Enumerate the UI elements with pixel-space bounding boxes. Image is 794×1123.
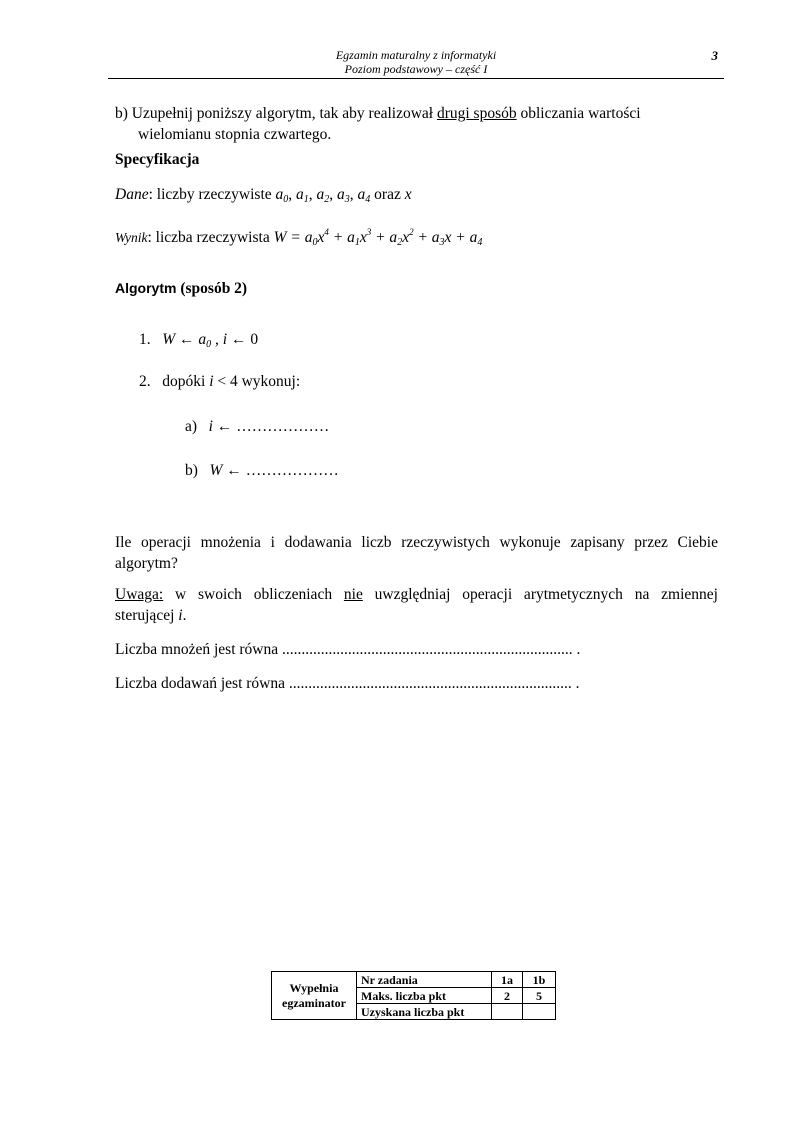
wynik-label: Wynik	[115, 230, 148, 245]
task-b-prefix: b) Uzupełnij poniższy algorytm, tak aby realizował	[115, 105, 437, 122]
substep-b-var: W	[209, 462, 223, 479]
substep-b-label: b)	[185, 462, 198, 479]
score-row1-b: 1b	[523, 972, 556, 988]
question-note-line2	[115, 605, 186, 626]
step2-post: < 4 wykonuj:	[213, 373, 301, 390]
note-line2-post: .	[182, 607, 187, 624]
task-b-line2: wielomianu stopnia czwartego.	[138, 126, 332, 143]
score-row2-label: Maks. liczba pkt	[357, 988, 492, 1004]
step1-number: 1.	[139, 331, 151, 348]
score-row3-a[interactable]	[492, 1004, 523, 1020]
step2-number: 2.	[139, 373, 151, 390]
page-number: 3	[711, 48, 718, 63]
wynik-formula: $W = a_0x^4 + a_1x^3 + a_2x^2 + a_3x + a_4$	[273, 227, 483, 248]
dane-x: x	[404, 186, 412, 203]
algorithm-title-part1: Algorytm	[115, 280, 181, 296]
dane-sub: 4	[365, 194, 371, 205]
substep-a-label: a)	[185, 418, 198, 435]
substep-b-blank: ← ………………	[222, 462, 339, 479]
dane-var: a	[337, 186, 345, 203]
score-row2-b: 5	[523, 988, 556, 1004]
task-b-suffix: obliczania wartości	[516, 105, 641, 122]
note-label: Uwaga:	[115, 586, 164, 603]
answer-additions[interactable]: Liczba dodawań jest równa ......................................................................... .	[115, 675, 580, 692]
note-underlined: nie	[343, 586, 363, 603]
score-label-line1: Wypełnia	[289, 980, 339, 995]
score-row3-b[interactable]	[523, 1004, 556, 1020]
algorithm-title-part2: (sposób 2)	[180, 280, 248, 297]
question-text-line2: algorytm?	[115, 555, 178, 572]
score-row1-label: Nr zadania	[357, 972, 492, 988]
dane-var: a	[316, 186, 325, 203]
header-exam-title: Egzamin maturalny z informatyki	[335, 48, 497, 62]
score-table	[271, 971, 556, 1020]
dane-text: : liczby rzeczywiste	[148, 186, 276, 203]
task-b-line1	[115, 103, 718, 124]
algorithm-substep-b	[185, 460, 339, 481]
dane-var: a	[275, 186, 284, 203]
dane-sub: 3	[344, 194, 350, 205]
score-row-task	[272, 972, 556, 988]
spec-wynik	[115, 222, 482, 253]
spec-title: Specyfikacja	[115, 151, 200, 168]
score-row1-a: 1a	[492, 972, 523, 988]
dane-sub: 2	[324, 194, 330, 205]
algorithm-step-2	[139, 371, 300, 392]
spec-dane: Dane: liczby rzeczywiste $a_0$, $a_1$, $a_2$, $a_3$, $a_4$ oraz x	[115, 186, 412, 205]
note-pre: w swoich obliczeniach	[163, 586, 344, 603]
step2-var: i	[209, 373, 214, 390]
score-row3-label: Uzyskana liczba pkt	[357, 1004, 492, 1020]
substep-a-var: i	[208, 418, 213, 435]
question-note	[115, 584, 718, 605]
score-row2-a: 2	[492, 988, 523, 1004]
dane-var: a	[357, 186, 366, 203]
task-b-underlined: drugi sposób	[436, 105, 517, 122]
page-header	[108, 48, 724, 76]
score-label-cell	[272, 972, 357, 1020]
header-level: Poziom podstawowy – część I	[344, 62, 488, 76]
question-text: Ile operacji mnożenia i dodawania liczb rzeczywistych wykonuje zapisany przez Ciebie	[115, 534, 718, 551]
algorithm-title	[115, 278, 247, 299]
answer-multiplications[interactable]: Liczba mnożeń jest równa ........................................................................... .	[115, 641, 581, 658]
algorithm-step-1	[139, 329, 258, 355]
dane-sub: 0	[283, 194, 289, 205]
dane-sub: 1	[303, 194, 309, 205]
dane-label: Dane	[115, 186, 149, 203]
header-divider	[108, 78, 724, 79]
wynik-text: : liczba rzeczywista	[147, 229, 274, 246]
substep-a-blank: ← ………………	[212, 418, 330, 435]
note-line2-var: i	[178, 607, 183, 624]
step1-content: W ← $a_0$ , i ← 0	[162, 331, 259, 350]
step2-pre: dopóki	[162, 373, 210, 390]
dane-var: a	[296, 186, 304, 203]
score-label-line2: egzaminator	[282, 995, 346, 1010]
dane-oraz: oraz	[374, 186, 401, 203]
note-line2-pre: sterującej	[115, 607, 179, 624]
note-post: uwzględniaj operacji arytmetycznych na zmiennej	[362, 586, 718, 603]
algorithm-substep-a	[185, 416, 329, 437]
